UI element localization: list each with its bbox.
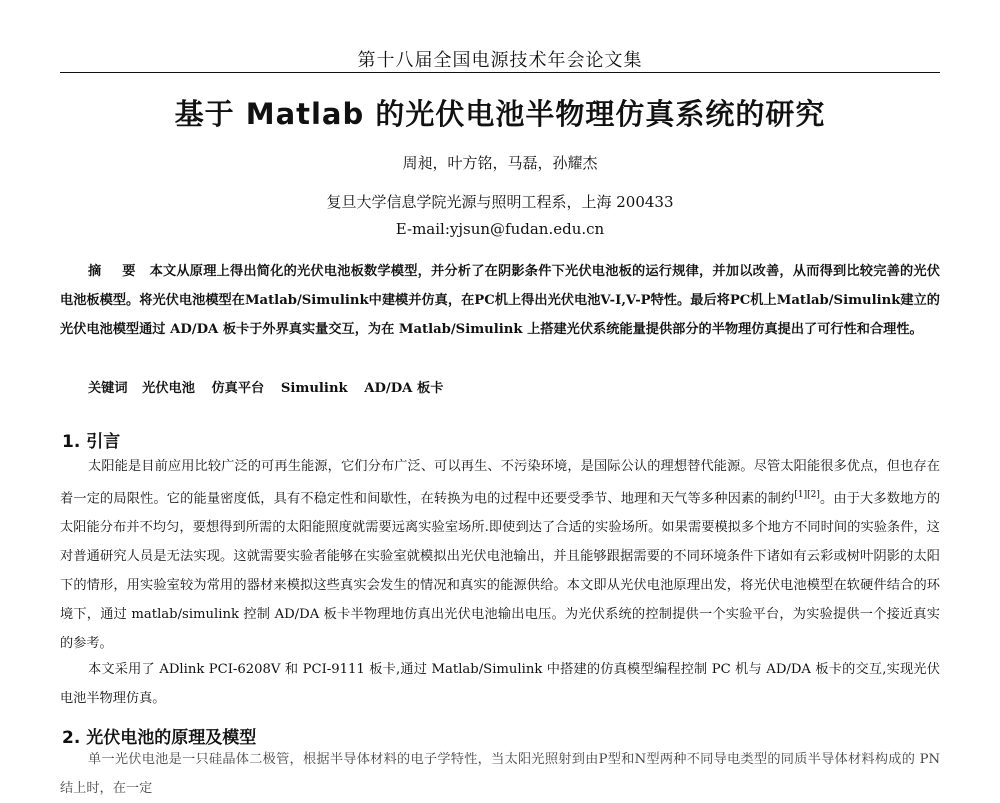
- paper-title: 基于 Matlab 的光伏电池半物理仿真系统的研究: [174, 97, 826, 131]
- keyword: 光伏电池: [142, 381, 195, 396]
- keyword: Simulink: [280, 381, 348, 396]
- intro-paragraph-1: [60, 452, 940, 658]
- intro-paragraph-2: 本文采用了 ADlink PCI-6208V 和 PCI-9111 板卡,通过 Matlab/Simulink 中搭建的仿真模型编程控制 PC 机与 AD/DA 板卡的交互,实现光伏电池半物理仿真。: [60, 662, 940, 706]
- abstract-text: 本文从原理上得出简化的光伏电池板数学模型，并分析了在阴影条件下光伏电池板的运行规律，并加以改善，从而得到比较完善的光伏电池板模型。将光伏电池模型在Matlab/Simulink中建模并仿真，在PC机上得出光伏电池V-I,V-P特性。最后将PC机上Matlab/Simulink建立的光伏电池模型通过 AD/DA 板卡于外界真实量交互，为在 Matlab/Simulink 上搭建光伏系统能量提供部分的半物理仿真提出了可行性和合理性。: [60, 264, 940, 337]
- keyword: 仿真平台: [211, 381, 265, 396]
- affiliation: 复旦大学信息学院光源与照明工程系，上海 200433: [326, 193, 674, 211]
- keyword: AD/DA 板卡: [364, 381, 444, 396]
- intro-text-b: 。由于大多数地方的太阳能分布并不均匀，要想得到所需的太阳能照度就需要远离实验室场所.即使到达了合适的实验场所。如果需要模拟多个地方不同时间的实验条件，这对普通研究人员是无法实现。这就需要实验者能够在实验室就模拟出光伏电池输出，并且能够跟据需要的不同环境条件下诸如有云彩或树叶阴影的太阳下的情形，用实验室较为常用的器材来模拟这些真实会发生的情况和真实的能源供给。本文即从光伏电池原理出发，将光伏电池模型在软硬件结合的环境下，通过 matlab/simulink 控制 AD/DA 板卡半物理地仿真出光伏电池输出电压。为光伏系统的控制提供一个实验平台，为实验提供一个接近真实的参考。: [60, 491, 941, 652]
- abstract-label: 摘 要: [88, 264, 144, 279]
- running-head: 第十八届全国电源技术年会论文集: [357, 50, 643, 71]
- header-rule: [60, 72, 940, 73]
- model-paragraph-start: 单一光伏电池是一只硅晶体二极管，根据半导体材料的电子学特性，当太阳光照射到由P型和N型两种不同导电类型的同质半导体材料构成的 PN 结上时，在一定: [60, 752, 940, 796]
- keywords: [88, 377, 455, 396]
- citation-ref: [1][2]: [794, 490, 820, 500]
- intro-text-a: 太阳能是目前应用比较广泛的可再生能源，它们分布广泛、可以再生、不污染环境，是国际公认的理想替代能源。尽管太阳能很多优点，但也存在着一定的局限性。它的能量密度低，具有不稳定性和间歇性，在转换为电的过程中还要受季节、地理和天气等多种因素的制约: [60, 459, 940, 507]
- keywords-label: 关键词: [88, 381, 128, 396]
- abstract: [60, 257, 940, 344]
- author-list: 周昶，叶方铭，马磊，孙耀杰: [402, 154, 598, 172]
- contact-email: E-mail:yjsun@fudan.edu.cn: [395, 220, 605, 238]
- section-heading-model: 2. 光伏电池的原理及模型: [62, 728, 257, 748]
- section-heading-intro: 1. 引言: [62, 432, 121, 452]
